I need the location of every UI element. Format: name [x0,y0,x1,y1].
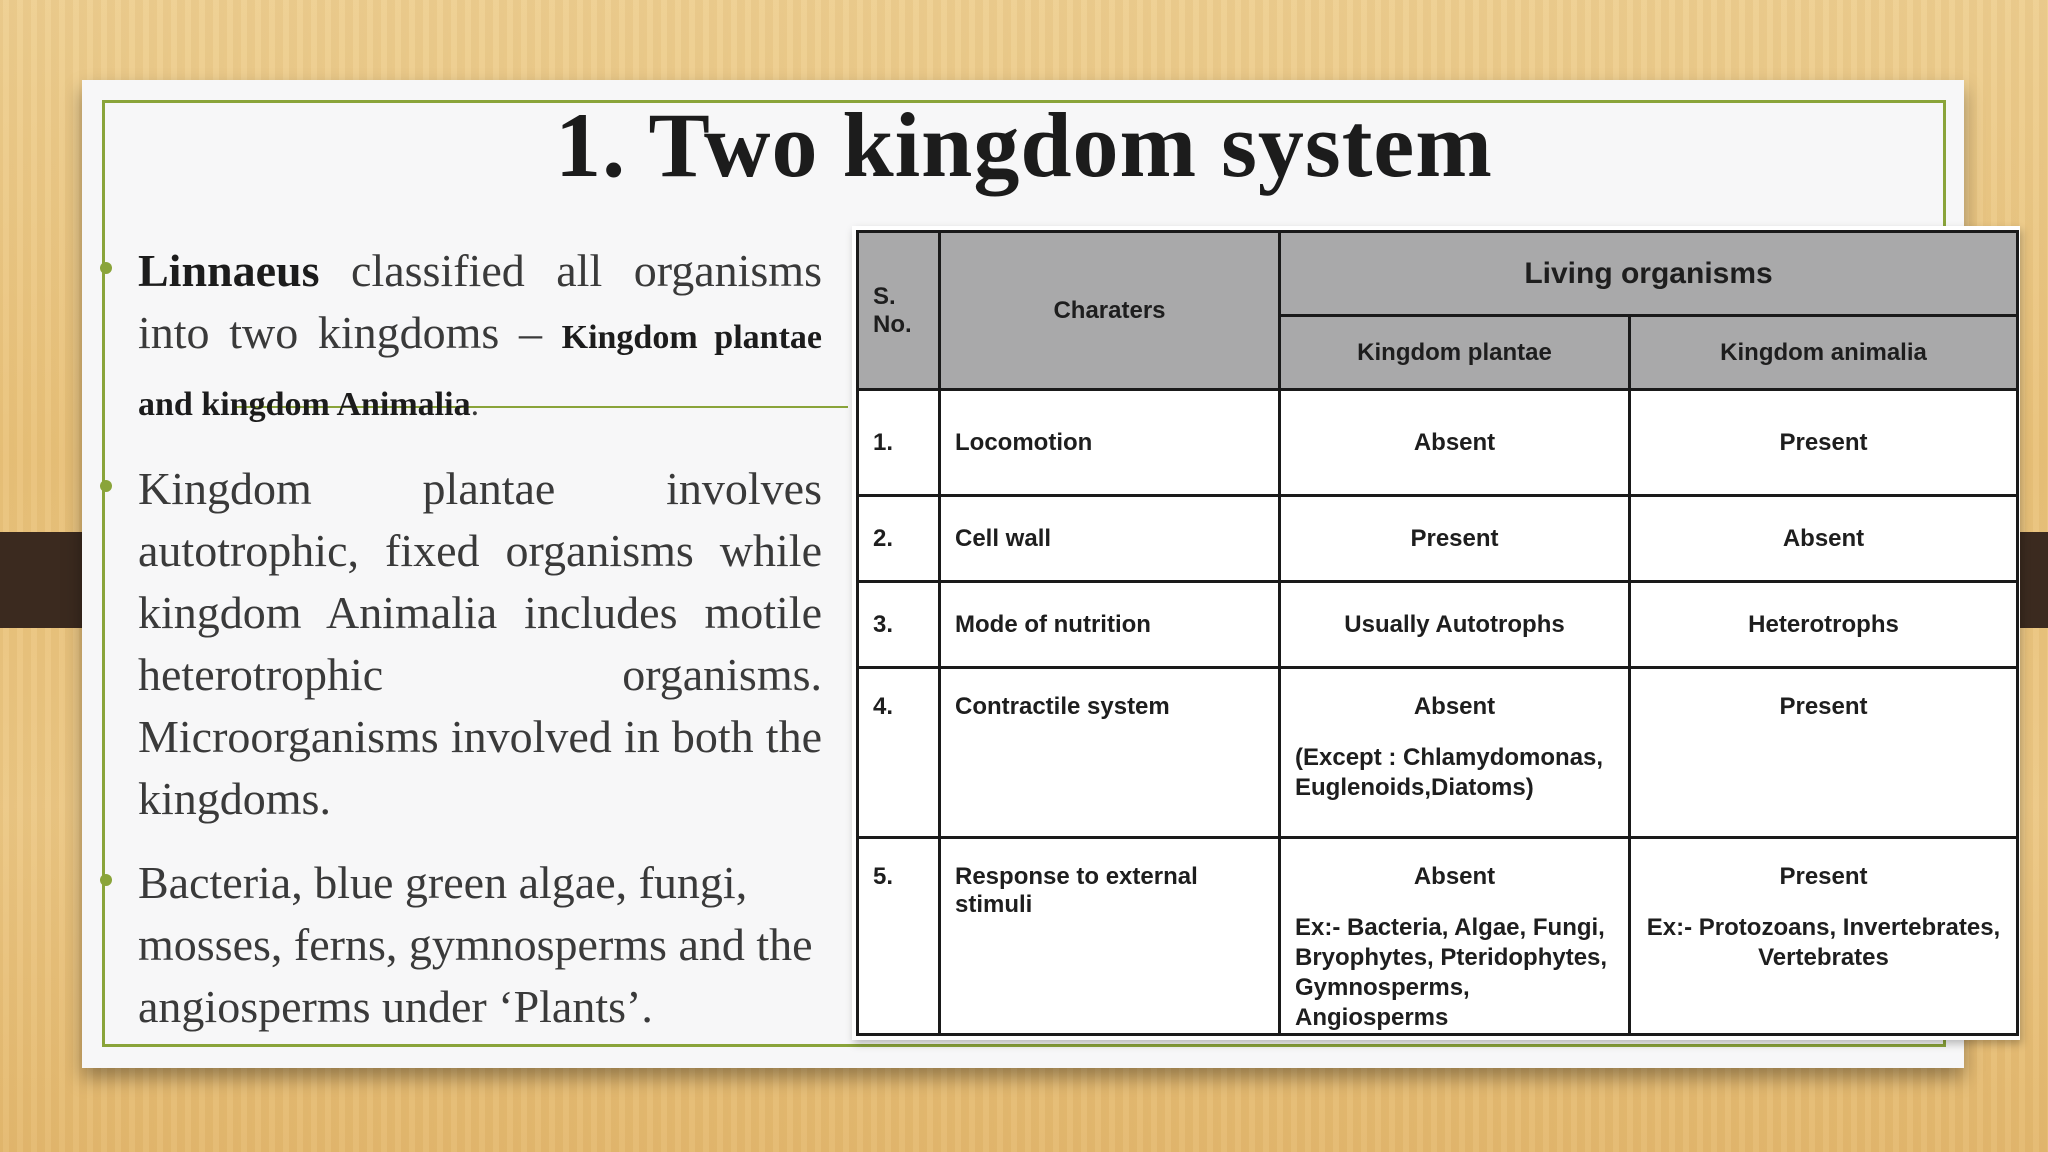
row-plantae: Absent [1280,390,1630,496]
table-row [858,496,2018,582]
header-characters: Charaters [940,232,1280,390]
row-plantae: Absent [1413,863,1496,890]
row-number: 1. [858,390,940,496]
row-animalia: Absent [1630,496,2018,582]
bullet-text: Bacteria, blue green algae, fungi, mosses, ferns, gymnosperms and the angiosperms under ‘Plants’. [138,857,813,1032]
bullet-text: Kingdom plantae involves autotrophic, fixed organisms while kingdom Animalia includes motile heterotrophic organisms. Microorganisms involved in both the kingdoms. [138,463,822,824]
bullet-kingdoms: Kingdom plantae and kingdom Animalia [138,319,822,423]
bullet-dot-icon [100,480,112,492]
background-band-right [2018,532,2048,628]
row-plantae-note: (Except : Chlamydomonas, Euglenoids,Diatoms) [1295,744,1604,801]
bullet-end: . [470,386,480,423]
bullet-dot-icon [100,874,112,886]
row-number: 4. [858,668,940,838]
row-character: Contractile system [940,668,1280,838]
row-number: 2. [858,496,940,582]
bullet-kingdom-plantae [100,458,822,830]
row-character: Response to external stimuli [940,838,1280,1035]
comparison-table [856,230,2019,1036]
comparison-table-image [852,226,2020,1040]
row-plantae: Absent [1413,693,1496,720]
row-character: Cell wall [940,496,1280,582]
header-sno: S. No. [858,232,940,390]
bullet-text: classified all organisms into two kingdoms – [138,245,822,358]
row-number: 3. [858,582,940,668]
row-plantae: Present [1280,496,1630,582]
row-character: Locomotion [940,390,1280,496]
bullet-plants-list [100,852,822,1038]
row-character: Mode of nutrition [940,582,1280,668]
table-row [858,582,2018,668]
row-animalia-note: Ex:- Protozoans, Invertebrates, Vertebrates [1646,914,2001,971]
table-row [858,838,2018,1035]
row-animalia: Heterotrophs [1630,582,2018,668]
row-animalia: Present [1779,863,1868,890]
row-animalia: Present [1630,668,2018,838]
row-plantae-note: Ex:- Bacteria, Algae, Fungi, Bryophytes, Pteridophytes, Gymnosperms, Angiosperms [1295,914,1608,1031]
header-kingdom-animalia: Kingdom animalia [1630,316,2018,390]
bullet-list [100,240,822,1060]
row-animalia: Present [1630,390,2018,496]
table-row [858,668,2018,838]
bullet-dot-icon [100,262,112,274]
table-row [858,390,2018,496]
bullet-linnaeus [100,240,822,436]
row-plantae: Usually Autotrophs [1280,582,1630,668]
bullet-strong-name: Linnaeus [138,245,320,296]
row-plantae-cell [1280,668,1630,838]
header-living-organisms: Living organisms [1280,232,2018,316]
slide-title: 1. Two kingdom system [555,94,1493,196]
header-kingdom-plantae: Kingdom plantae [1280,316,1630,390]
row-number: 5. [858,838,940,1035]
row-plantae-cell [1280,838,1630,1035]
row-animalia-cell [1630,838,2018,1035]
